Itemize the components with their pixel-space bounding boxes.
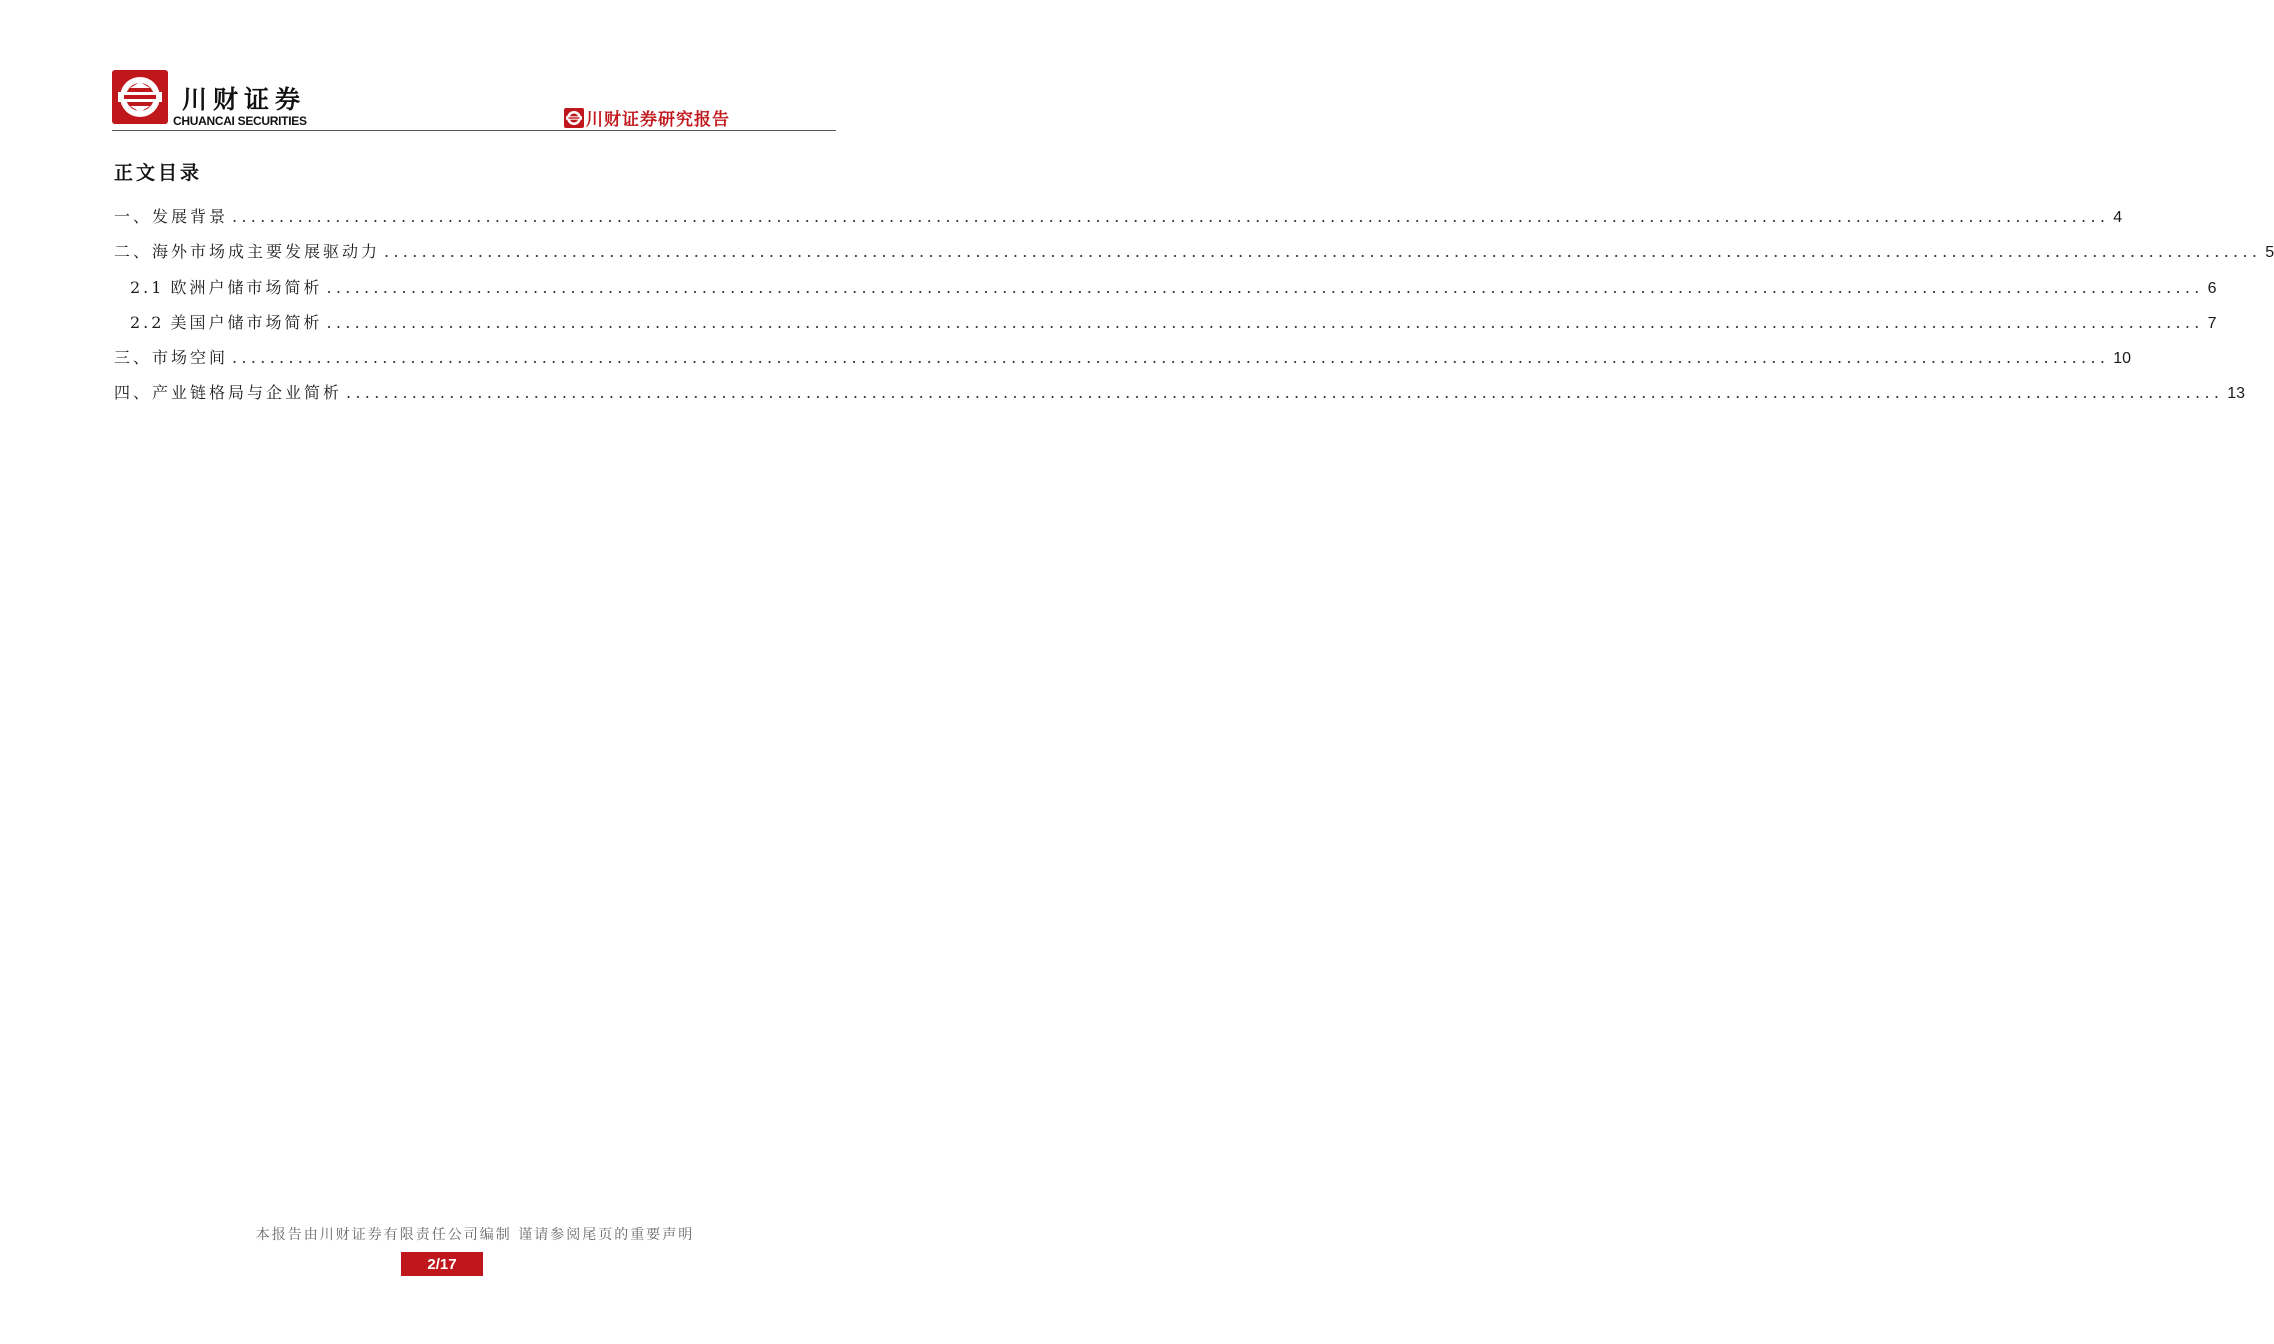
toc-entry-page: 5	[2265, 244, 2274, 262]
page-number-badge: 2/17	[401, 1252, 483, 1276]
toc-entry-page: 13	[2227, 385, 2246, 403]
toc-leader-dots: ........................................................................................................................................................................................................	[326, 277, 2204, 297]
toc-entry-title: 海外市场成主要发展驱动力	[152, 242, 381, 262]
toc-leader-dots: ........................................................................................................................................................................................................	[232, 207, 2110, 226]
toc-leader-dots: ........................................................................................................................................................................................................	[232, 348, 2110, 368]
brand-name-en: CHUANCAI SECURITIES	[173, 114, 307, 128]
toc-entry-page: 10	[2113, 350, 2132, 368]
toc-subentry[interactable]	[114, 310, 2217, 345]
toc-entry-title: 欧洲户储市场简析	[170, 277, 323, 297]
toc-entry-page: 4	[2113, 209, 2123, 226]
toc-entry-number: 2.1	[130, 277, 165, 297]
toc-entry[interactable]	[114, 380, 2246, 415]
toc-entry-title: 产业链格局与企业简析	[152, 383, 343, 403]
toc-entry-number: 二、	[114, 242, 153, 262]
small-logo-icon	[564, 108, 584, 128]
toc-entry[interactable]	[114, 345, 2132, 380]
toc-entry-number: 2.2	[130, 312, 165, 332]
toc-entry-title: 美国户储市场简析	[170, 312, 323, 332]
toc-entry-page: 6	[2207, 279, 2217, 297]
chuancai-logo-icon	[112, 70, 168, 124]
toc-entry-number: 四、	[114, 383, 153, 403]
report-tag	[564, 105, 730, 130]
toc-entry[interactable]	[114, 204, 2123, 239]
page-header	[112, 70, 836, 132]
toc-leader-dots: ........................................................................................................................................................................................................	[326, 312, 2204, 332]
brand-name-cn: 川财证券	[182, 85, 307, 114]
header-divider	[112, 130, 836, 131]
toc-entry-title: 发展背景	[152, 207, 229, 226]
toc-entry-number: 一、	[114, 207, 153, 226]
toc-subentry[interactable]	[114, 275, 2217, 310]
disclaimer-note: 本报告由川财证券有限责任公司编制 谨请参阅尾页的重要声明	[255, 1227, 695, 1243]
toc-entry-title: 市场空间	[152, 348, 229, 368]
toc-entry-page: 7	[2207, 314, 2217, 332]
toc-leader-dots: ........................................................................................................................................................................................................	[346, 383, 2224, 403]
toc-entry-number: 三、	[114, 348, 153, 368]
toc-title: 正文目录	[114, 162, 203, 184]
table-of-contents	[114, 204, 2274, 416]
toc-entry[interactable]	[114, 239, 2274, 274]
report-tag-label: 川财证券研究报告	[586, 110, 730, 130]
toc-leader-dots: ........................................................................................................................................................................................................	[384, 242, 2262, 262]
